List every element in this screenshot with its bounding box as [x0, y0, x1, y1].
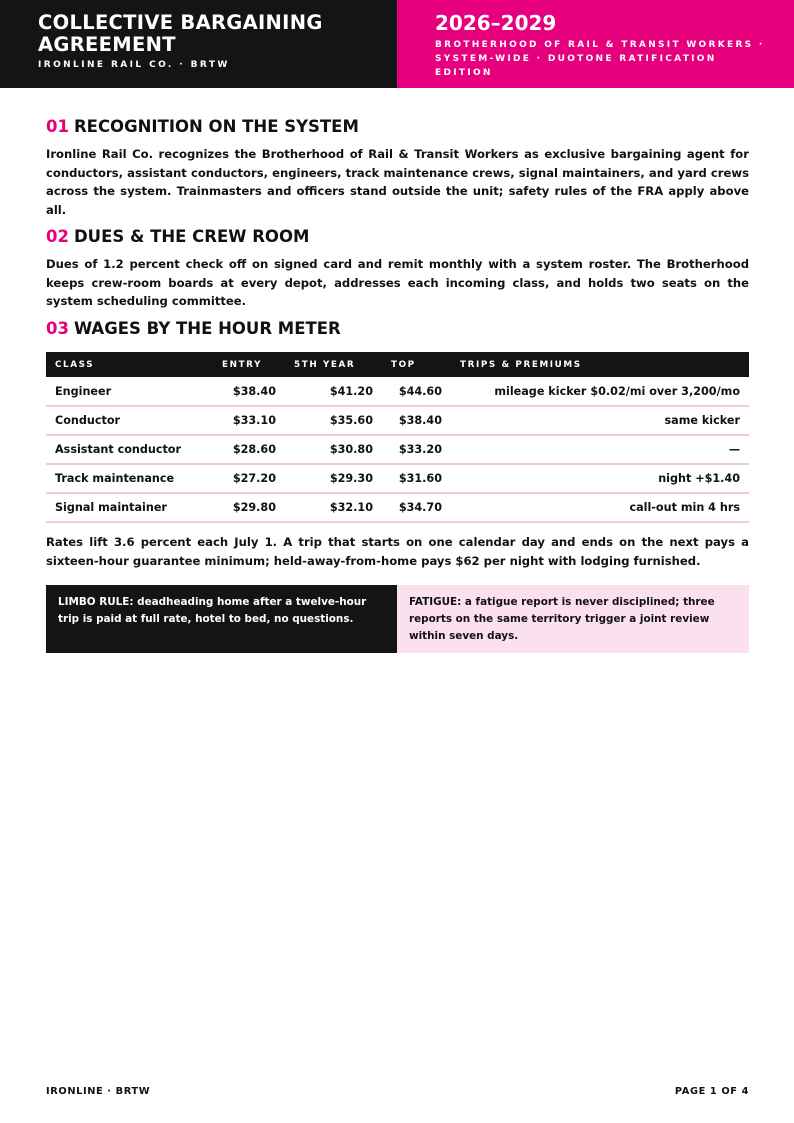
column-header-top: TOP: [382, 352, 451, 377]
premium-cell: night +$1.40: [451, 464, 749, 493]
footer-org: IRONLINE · BRTW: [46, 1086, 151, 1097]
premium-cell: mileage kicker $0.02/mi over 3,200/mo: [451, 377, 749, 406]
banner-right-panel: [397, 0, 794, 88]
table-row: [46, 464, 749, 493]
class-cell: Signal maintainer: [46, 493, 213, 522]
column-header-entry: ENTRY: [213, 352, 285, 377]
table-row: [46, 435, 749, 464]
top-cell: $31.60: [382, 464, 451, 493]
table-row: [46, 377, 749, 406]
class-cell: Engineer: [46, 377, 213, 406]
top-cell: $34.70: [382, 493, 451, 522]
section-number: 03: [46, 319, 69, 338]
class-cell: Assistant conductor: [46, 435, 213, 464]
agreement-years: 2026–2029: [435, 11, 557, 35]
section-number: 01: [46, 117, 69, 136]
top-cell: $38.40: [382, 406, 451, 435]
section-title: DUES & THE CREW ROOM: [73, 227, 310, 246]
fifth-year-cell: $30.80: [285, 435, 382, 464]
entry-cell: $28.60: [213, 435, 285, 464]
title-banner: [0, 0, 794, 88]
limbo-rule-callout: LIMBO RULE: deadheading home after a twelve-hour trip is paid at full rate, hotel to bed, no questions.: [46, 585, 397, 653]
section-01-heading: [46, 117, 359, 137]
fifth-year-cell: $41.20: [285, 377, 382, 406]
section-title: RECOGNITION ON THE SYSTEM: [73, 117, 359, 136]
premium-cell: —: [451, 435, 749, 464]
section-03-body: Rates lift 3.6 percent each July 1. A trip that starts on one calendar day and ends on the next pays a sixteen-hour guarantee minimum; held-away-from-home pays $62 per night with lodging furnished.: [46, 535, 749, 568]
document-subtitle: IRONLINE RAIL CO. · BRTW: [38, 60, 230, 70]
union-line: BROTHERHOOD OF RAIL & TRANSIT WORKERS · SYSTEM-WIDE · DUOTONE RATIFICATION EDITION: [435, 40, 765, 78]
callout-row: [46, 585, 749, 653]
table-row: [46, 406, 749, 435]
fatigue-callout: FATIGUE: a fatigue report is never disciplined; three reports on the same territory trigger a joint review within seven days.: [397, 585, 749, 653]
class-cell: Conductor: [46, 406, 213, 435]
section-number: 02: [46, 227, 69, 246]
section-title: WAGES BY THE HOUR METER: [73, 319, 341, 338]
wage-table: [46, 352, 749, 523]
top-cell: $33.20: [382, 435, 451, 464]
table-header-row: [46, 352, 749, 377]
fifth-year-cell: $32.10: [285, 493, 382, 522]
premium-cell: call-out min 4 hrs: [451, 493, 749, 522]
column-header-class: CLASS: [46, 352, 213, 377]
section-02-body: Dues of 1.2 percent check off on signed card and remit monthly with a system roster. The Brotherhood keeps crew-room boards at every depot, addresses each incoming class, and holds two seats on the system scheduling committee.: [46, 257, 749, 308]
table-row: [46, 493, 749, 522]
fifth-year-cell: $29.30: [285, 464, 382, 493]
column-header-5th-year: 5TH YEAR: [285, 352, 382, 377]
section-01-body: Ironline Rail Co. recognizes the Brotherhood of Rail & Transit Workers as exclusive bargaining agent for conductors, assistant conductors, engineers, track maintenance crews, signal maintainers, and yard crews across the system. Trainmasters and officers stand outside the unit; safety rules of the FRA apply above all.: [46, 147, 749, 217]
entry-cell: $33.10: [213, 406, 285, 435]
section-03-heading: [46, 319, 341, 339]
page-number: PAGE 1 OF 4: [674, 1086, 749, 1097]
document-title: COLLECTIVE BARGAINING AGREEMENT: [38, 11, 323, 56]
entry-cell: $38.40: [213, 377, 285, 406]
section-02-heading: [46, 227, 309, 247]
class-cell: Track maintenance: [46, 464, 213, 493]
premium-cell: same kicker: [451, 406, 749, 435]
entry-cell: $27.20: [213, 464, 285, 493]
fifth-year-cell: $35.60: [285, 406, 382, 435]
entry-cell: $29.80: [213, 493, 285, 522]
banner-left-panel: [0, 0, 397, 88]
top-cell: $44.60: [382, 377, 451, 406]
column-header-trips-premiums: TRIPS & PREMIUMS: [451, 352, 749, 377]
